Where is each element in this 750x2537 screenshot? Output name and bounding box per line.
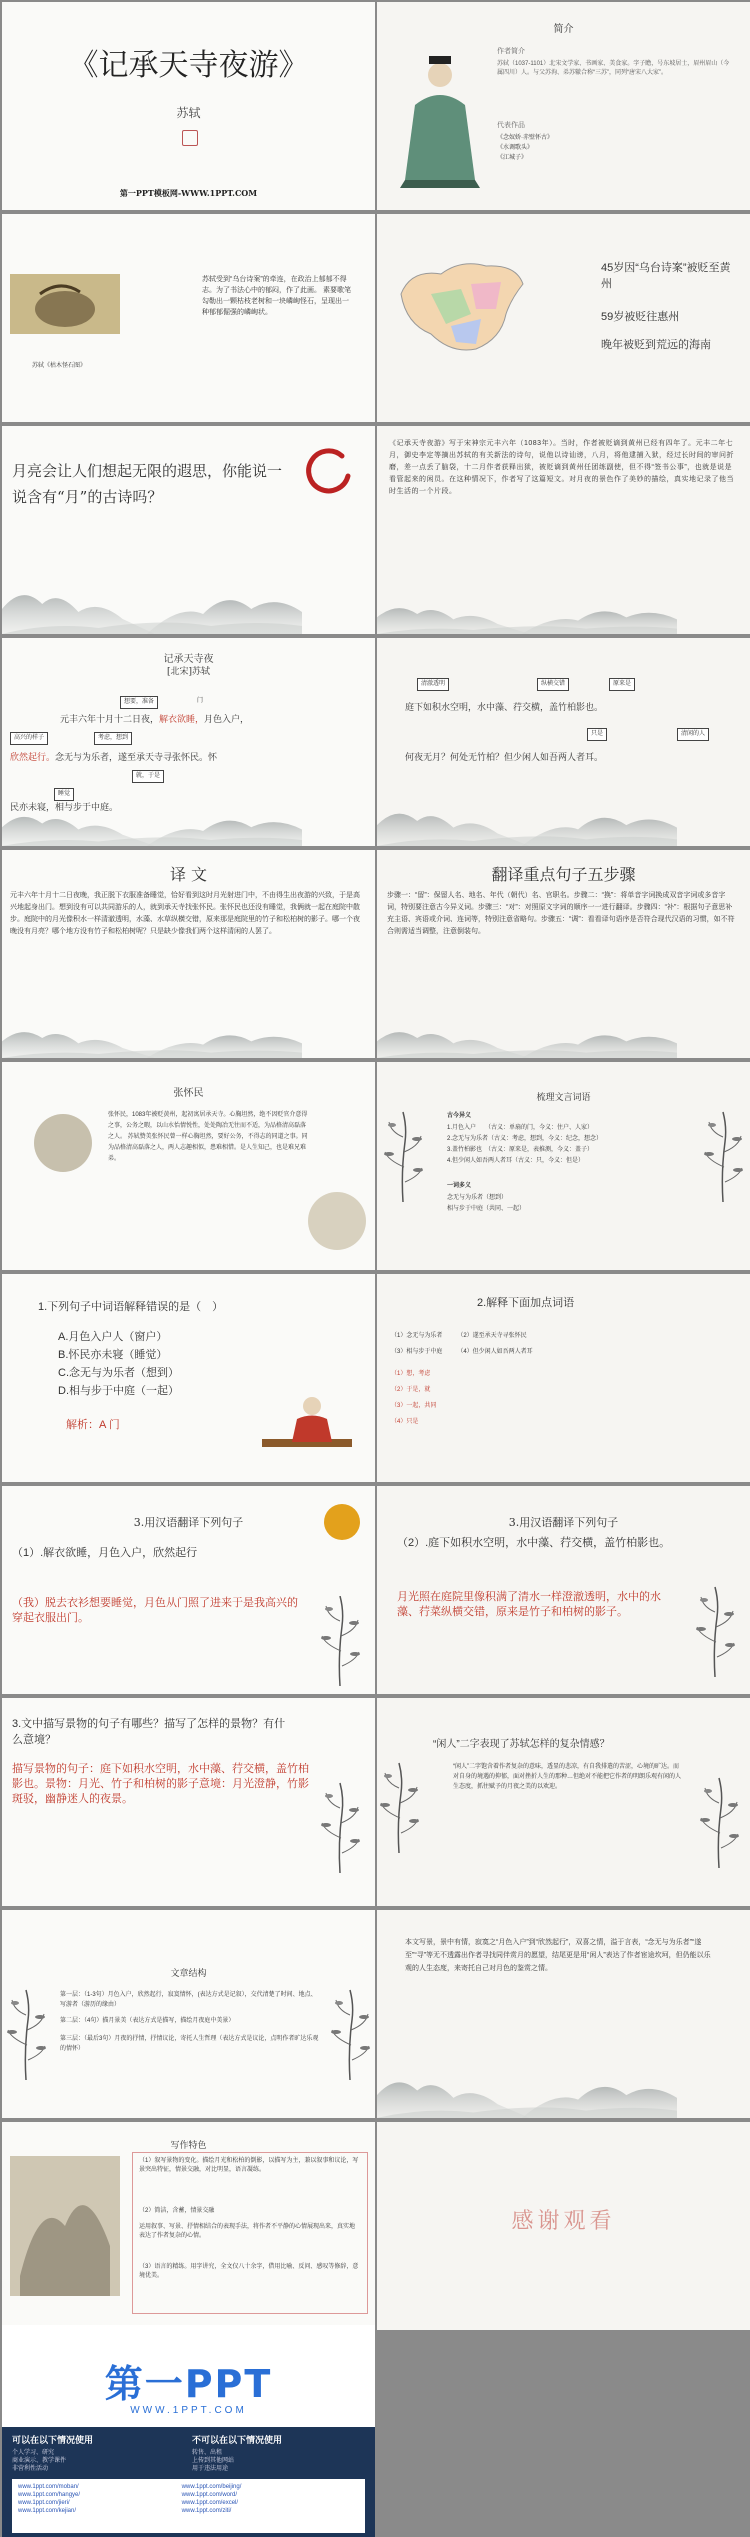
seal-icon <box>182 130 198 146</box>
feature-item: （2）简洁，含蓄，情景交融 <box>139 2208 215 2214</box>
brush-circle-icon <box>302 446 354 498</box>
exile-line-2: 59岁被贬往惠州 <box>601 311 680 323</box>
exile-line-3: 晚年被贬到荒远的海南 <box>601 339 711 351</box>
plant-decoration <box>699 1758 739 1888</box>
brand-logo: 第一PPT <box>104 2362 273 2406</box>
author-name: 苏轼 <box>176 106 201 120</box>
mountain-decoration <box>2 801 302 846</box>
brand-url: WWW.1PPT.COM <box>130 2405 247 2416</box>
slide-quiz-2 <box>377 1274 750 1482</box>
feature-item: 运用叙事、写景、抒情相结合的表现手法，将作者不平静的心情展现出来，真实地表达了作者复杂的心情。 <box>139 2224 356 2239</box>
structure-para: 第二层：（4句）描月景美（表达方式是描写，描绘月夜庭中美景） <box>60 2018 235 2024</box>
quiz2-row: （1）念无与为乐者 （2）遂至承天寺寻张怀民 <box>391 1333 527 1339</box>
landscape-painting-image <box>10 2156 120 2296</box>
links-box <box>12 2479 365 2533</box>
feature-item: （1）叙写景物的变化。描绘月光和松柏的倒影，以描写为主，兼以叙事和议论，写景突出特征，情景交融，对比明显，语言凝练。 <box>139 2158 359 2173</box>
scholar-image <box>252 1384 362 1464</box>
cannot-item: 用于违法用途 <box>192 2466 229 2472</box>
intro-text: 苏轼（1037-1101）北宋文学家、书画家、美食家。字子瞻，号东坡居士，眉州眉山（今属四川）人。与父苏洵、弟苏辙合称“三苏”，同列“唐宋八大家”。 <box>497 61 730 76</box>
plant-decoration <box>330 1970 370 2100</box>
cannot-use-heading: 不可以在以下情况使用 <box>192 2435 283 2445</box>
slide-translation <box>2 850 375 1058</box>
slide-translate-1 <box>2 1486 375 1694</box>
idle-question: “闲人”二字表现了苏轼怎样的复杂情感？ <box>433 1739 610 1750</box>
background-text: 《记承天寺夜游》写于宋神宗元丰六年（1083年）。当时，作者被贬谪到黄州已经有四年了。元丰二年七月，御史李定等摘出苏轼的有关新法的诗句，说他以诗讪谤，八月，将他逮捕入狱，经过长时间的审问折磨，差一点丢了脑袋，十二月作者获释出狱，被贬谪到黄州任团练副使，但不得“签书公事”，也就是说是看管起来的闲员。在这种情况下，作者写了这篇短文。对月夜的景色作了美妙的描绘，真实地记录了他当时生活的一个片段。 <box>389 440 734 495</box>
quiz2-row: （3）相与步于中庭 （4）但少闲人如吾两人者耳 <box>391 1349 533 1355</box>
steps-title: 翻译重点句子五步骤 <box>491 865 636 884</box>
steps-text: 步骤一：“留”：保留人名、地名、年代（朝代）名、官职名。步骤二：“换”：将单音字词换成双音字词或多音字词，特别要注意古今异义词。步骤三：“对”：对照原文字词的顺序一一进行翻译。步骤四：“补”：根据句子意思补充主语、宾语或介词、连词等，特别注意省略句。步骤五：“调”：看看译句语序是否符合现代汉语的习惯，如不符合则需适当调整，注意倒装句。 <box>387 892 735 935</box>
note-box: 睡觉 <box>54 788 74 801</box>
template-link[interactable]: www.1ppt.com/moban/ <box>18 2484 79 2490</box>
plant-decoration <box>320 1768 360 1888</box>
template-link[interactable]: www.1ppt.com/kejian/ <box>18 2508 77 2514</box>
quiz-question: 1.下列句子中词语解释错误的是（ ） <box>38 1301 224 1313</box>
note-box: 门 <box>197 698 204 704</box>
plant-decoration <box>379 1738 419 1878</box>
slide-background <box>377 426 750 634</box>
mountain-decoration <box>377 2063 677 2118</box>
quiz2-answer: （2）于是，就 <box>391 1387 431 1393</box>
poem-dynasty: [北宋]苏轼 <box>166 667 211 677</box>
note-box: 考虑，想到 <box>94 732 132 745</box>
template-link[interactable]: www.1ppt.com/jieri/ <box>18 2500 70 2506</box>
slide-zhang-huaimin <box>2 1062 375 1270</box>
note-box: 纵横交错 <box>537 678 569 691</box>
plant-decoration <box>383 1102 423 1212</box>
brand-footer <box>2 2325 375 2537</box>
exile-line-1: 45岁因“乌台诗案”被贬至黄州 <box>601 262 731 290</box>
vocab-item: 念无与为乐者（想到） <box>447 1195 508 1201</box>
thanks-text: 感谢观看 <box>511 2209 616 2234</box>
template-link[interactable]: www.1ppt.com/excel/ <box>181 2500 239 2506</box>
slide-original-text <box>2 638 375 846</box>
slide-structure <box>2 1910 375 2118</box>
painting-text: 苏轼受到“乌台诗案”的牵连，在政治上郁郁不得志。为了书法心中的郁闷，作了此画。 素要歌笔勾勒出一颗枯枝老树和一块嶙峋怪石，呈现出一种郁郁倔强的嶙峋状。 <box>202 276 351 316</box>
slide-scenery-question <box>2 1698 375 1906</box>
translate-title: 3.用汉语翻译下列句子 <box>508 1516 619 1529</box>
note-box: 想要，准备 <box>120 696 158 709</box>
plant-decoration <box>695 1582 735 1682</box>
poem-line-5: 何夜无月？何处无竹柏？但少闲人如吾两人者耳。 <box>405 752 604 762</box>
slide-original-text-2 <box>377 638 750 846</box>
slide-idle-man <box>377 1698 750 1906</box>
slide-summary <box>377 1910 750 2118</box>
quiz2-answer: （4）只是 <box>391 1419 419 1425</box>
moon-icon <box>324 1504 360 1540</box>
portrait-image <box>395 50 490 190</box>
mountain-decoration <box>377 594 677 634</box>
slide-painting <box>2 214 375 422</box>
feature-item: （3）语言的精练。用字讲究，全文仅八十余字，借用比喻、反问、感叹等修辞，意境优美。 <box>139 2264 359 2279</box>
features-box <box>132 2152 368 2314</box>
quiz-option-d: D.相与步于中庭（一起） <box>58 1385 179 1397</box>
slide-quiz-1 <box>2 1274 375 1482</box>
figure-circle-image <box>308 1192 366 1250</box>
quiz-option-b: B.怀民亦未寝（睡觉） <box>58 1349 168 1361</box>
moon-question: 月亮会让人们想起无限的遐思，你能说一说含有“月”的古诗吗？ <box>12 462 283 506</box>
structure-para: 第三层：（最后3句）月夜的抒情，抒情议论，寄托人生哲理（表达方式是议论，点明作者旷达乐观的情怀） <box>60 2036 319 2052</box>
vocab-item: 3.盖竹柏影也 （古义：原来是，表推测，今义：盖子） <box>447 1147 594 1153</box>
features-title: 写作特色 <box>170 2141 207 2151</box>
translate-answer: 月光照在庭院里像积满了清水一样澄澈透明，水中的水藻、荇菜纵横交错，原来是竹子和柏树的影子。 <box>397 1591 661 1618</box>
translation-text: 元丰六年十月十二日夜晚，我正脱下衣服准备睡觉，恰好看到这时月光射进门中，不由得生出夜游的兴致，于是高兴地起身出门。想到没有可以共同游乐的人，就到承天寺找张怀民。张怀民也还没有睡觉，我俩就一起在庭院中散步。庭院中的月光像积水一样清澈透明，水藻、水草纵横交错，原来那是庭院里的竹子和松柏树的影子。哪一个夜晚没有月亮？哪个地方没有竹子和松柏树呢？只是缺少像我们两个这样清闲的人罢了。 <box>10 892 360 935</box>
can-use-heading: 可以在以下情况使用 <box>12 2435 94 2445</box>
painting-image <box>10 274 120 334</box>
work-item: 《江城子》 <box>497 155 528 161</box>
note-box: 清闲的人 <box>677 728 709 741</box>
quiz2-question: 2.解释下面加点词语 <box>477 1297 575 1309</box>
zhang-text: 张怀民，1083年被贬黄州，起初寓居承天寺。心胸坦然，绝不因贬官介意得之事，公务之暇，以山水怡情悦性，处处陶冶无往而不适，为品格清高磊落之人。 苏轼赞美张怀民曾一样心胸坦然，要好公务，不得志的同道之事。同为品格清高磊落之人，两人志趣相似，患难相惜。是人生知己，也是难兄难弟。 <box>108 1112 308 1162</box>
poem-line-3: 民亦未寝，相与步于中庭。 <box>10 802 119 812</box>
slide-moon-question <box>2 426 375 634</box>
cannot-use-list <box>192 2449 234 2473</box>
poem-line-2: 欣然起行。念无与为乐者，遂至承天寺寻张怀民。怀 <box>10 752 218 762</box>
quiz2-answer: （1）想，考虑 <box>391 1371 431 1377</box>
slide-vocab <box>377 1062 750 1270</box>
quiz-answer: 解析：A 门 <box>66 1419 120 1431</box>
painting-caption: 苏轼《枯木怪石图》 <box>32 363 87 369</box>
usage-panel <box>2 2427 375 2537</box>
intro-heading: 简介 <box>553 24 574 35</box>
slide-intro <box>377 2 750 210</box>
lesson-title: 《记承天寺夜游》 <box>68 48 309 83</box>
translation-title: 译 文 <box>169 865 208 884</box>
scenery-question: 3.文中描写景物的句子有哪些？描写了怎样的景物？有什么意境？ <box>12 1718 286 1746</box>
structure-para: 第一层：（1-3句）月色入户，欣然起行，寂寞情怀，(表达方式是记叙），交代清楚了时间、地点、写游者（游历的缘由） <box>60 1992 317 2008</box>
vocab-heading: 古今异义 <box>447 1113 472 1119</box>
intro-label: 作者简介 <box>497 48 525 55</box>
note-box: 清澈透明 <box>417 678 449 691</box>
template-link[interactable]: www.1ppt.com/ziti/ <box>181 2508 232 2514</box>
plant-decoration <box>320 1596 360 1686</box>
mountain-decoration <box>377 796 677 846</box>
vocab-item: 2.念无与为乐者（古义：考虑，想到，今义：纪念，想念） <box>447 1136 603 1142</box>
quiz-option-a: A.月色入户人（窗户） <box>58 1331 168 1343</box>
work-item: 《念奴娇·赤壁怀古》 <box>497 135 553 141</box>
landscape-circle-image <box>34 1114 92 1172</box>
vocab-item: 4.但少闲人如吾两人者耳（古义：只，今义：但是） <box>447 1158 585 1164</box>
poem-line-4: 庭下如积水空明，水中藻、荇交横，盖竹柏影也。 <box>405 702 604 712</box>
plant-decoration <box>6 1970 46 2100</box>
translate-question: （1）.解衣欲睡，月色入户，欣然起行 <box>12 1547 198 1559</box>
cannot-item: 上传到其他网站 <box>192 2458 235 2464</box>
site-mark: 第一PPT模板网-WWW.1PPT.COM <box>119 188 258 198</box>
template-link[interactable]: www.1ppt.com/word/ <box>181 2492 238 2498</box>
slide-five-steps <box>377 850 750 1058</box>
can-item: 商业演示、教学课件 <box>12 2458 67 2464</box>
slide-thanks <box>377 2122 750 2330</box>
scenery-answer: 描写景物的句子：庭下如积水空明，水中藻、荇交横，盖竹柏影也。景物：月光、竹子和柏树的影子意境：月光澄静，竹影斑驳，幽静迷人的夜景。 <box>12 1763 309 1805</box>
quiz2-answer: （3）一起，共同 <box>391 1403 437 1409</box>
translate-answer: （我）脱去衣衫想要睡觉，月色从门照了进来于是我高兴的穿起衣服出门。 <box>12 1597 298 1624</box>
works-label: 代表作品 <box>497 122 525 129</box>
note-box: 只是 <box>587 728 607 741</box>
slide-exile <box>377 214 750 422</box>
quiz-option-c: C.念无与为乐者（想到） <box>58 1367 179 1379</box>
vocab-heading: 一词多义 <box>447 1183 472 1189</box>
template-link[interactable]: www.1ppt.com/hangye/ <box>18 2492 81 2498</box>
can-item: 个人学习、研究 <box>12 2450 55 2456</box>
summary-text: 本文写景，景中有情，寂寞之“月色入户”到“欣然起行”，双喜之情，溢于言表，“念无与为乐者”“遂至”“寻”等无不透露出作者寻找同伴赏月的愿望，结尾更是用“闲人”表达了作者宦途坎坷，但仍能以乐观的人生态度，来寄托自己对月色的鉴赏之情。 <box>405 1939 711 1972</box>
vocab-title: 梳理文言词语 <box>536 1093 591 1103</box>
vocab-item: 1.月色入户 （古义：单扇的门，今义：住户、人家） <box>447 1125 594 1131</box>
note-box: 原来是 <box>609 678 635 691</box>
mountain-decoration <box>2 574 302 634</box>
note-box: 高兴的样子 <box>10 732 48 745</box>
vocab-item: 相与步于中庭（共同、一起） <box>447 1206 526 1212</box>
slide-translate-2 <box>377 1486 750 1694</box>
structure-title: 文章结构 <box>170 1969 207 1979</box>
note-box: 就，于是 <box>132 770 164 783</box>
mountain-decoration <box>377 1018 677 1058</box>
poem-line-1: 元丰六年十月十二日夜，解衣欲睡，月色入户， <box>60 714 250 724</box>
zhang-name: 张怀民 <box>173 1088 204 1099</box>
mountain-decoration <box>2 1018 302 1058</box>
cannot-item: 转售、出租 <box>192 2450 223 2456</box>
can-use-list <box>12 2449 66 2473</box>
plant-decoration <box>703 1102 743 1212</box>
translate-question: （2）.庭下如积水空明，水中藻、荇交横，盖竹柏影也。 <box>397 1537 671 1549</box>
can-item: 非营利性活动 <box>12 2466 49 2472</box>
slide-features <box>2 2122 375 2330</box>
work-item: 《水调歌头》 <box>497 145 534 151</box>
translate-title: 3.用汉语翻译下列句子 <box>133 1516 244 1529</box>
template-link[interactable]: www.1ppt.com/beijing/ <box>181 2484 242 2490</box>
china-map-image <box>391 254 531 364</box>
idle-answer: “闲人”二字饱含着作者复杂的意味，透显的悲凉，有自我排遣的苦涩，心境的旷达。而对自身的境遇的抑郁，面对挫折人生的那种…但绝对不能把它作者的明朗乐观有闲的人生态度，抓往赋予的月夜之美的以欢迎。 <box>453 1764 682 1790</box>
poem-title: 记承天寺夜 <box>163 654 214 665</box>
slide-title <box>2 2 375 210</box>
